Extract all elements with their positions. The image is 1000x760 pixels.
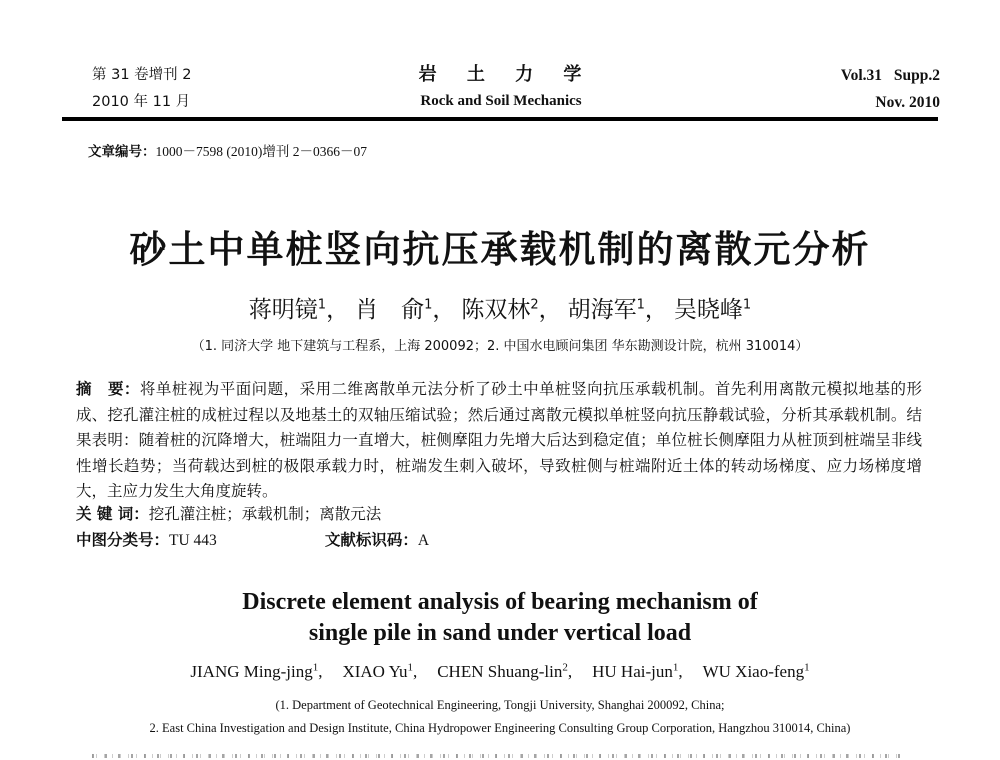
classification-line bbox=[76, 528, 429, 550]
article-number-value: 1000－7598 (2010)增刊 2－0366－07 bbox=[155, 144, 367, 159]
volume-issue-cn: 第 31 卷增刊 2 bbox=[92, 67, 192, 83]
date-cn: 2010 年 11 月 bbox=[92, 94, 191, 110]
clc-label: 中图分类号： bbox=[76, 531, 170, 549]
affiliation-en-line2: 2. East China Investigation and Design Institute, China Hydropower Engineering Consulting Group Corporation, Hangzhou 310014, China) bbox=[149, 721, 851, 735]
author-en: HU Hai-jun$^1$, bbox=[592, 661, 683, 681]
author-cn: 胡海军$^1$， bbox=[567, 297, 668, 323]
volume-issue-block bbox=[62, 62, 292, 116]
authors-en bbox=[0, 661, 1000, 682]
paper-title-en-line1: Discrete element analysis of bearing mechanism of bbox=[242, 589, 758, 615]
author-cn: 肖 俞$^1$， bbox=[355, 297, 456, 323]
volume-issue-en-block bbox=[710, 62, 940, 116]
abstract-label: 摘 要： bbox=[76, 380, 140, 398]
journal-title-en: Rock and Soil Mechanics bbox=[420, 93, 582, 109]
date-en: Nov. 2010 bbox=[875, 94, 940, 111]
paper-title-en-line2: single pile in sand under vertical load bbox=[308, 620, 692, 646]
author-en: JIANG Ming-jing$^1$, bbox=[190, 661, 323, 681]
authors-cn bbox=[0, 291, 1000, 324]
author-cn: 吴晓峰$^1$ bbox=[673, 297, 752, 323]
journal-masthead bbox=[62, 62, 940, 116]
author-en: CHEN Shuang-lin$^2$, bbox=[437, 661, 573, 681]
author-en: WU Xiao-feng$^1$ bbox=[702, 661, 810, 681]
author-cn: 陈双林$^2$， bbox=[461, 297, 562, 323]
article-number-line bbox=[88, 140, 367, 160]
journal-title-block bbox=[292, 62, 710, 114]
author-en: XIAO Yu$^1$, bbox=[342, 661, 418, 681]
affiliation-en-line1: (1. Department of Geotechnical Engineering, Tongji University, Shanghai 200092, China; bbox=[275, 698, 725, 712]
paper-title-cn: 砂土中单桩竖向抗压承载机制的离散元分析 bbox=[129, 228, 871, 271]
keywords-label: 关 键 词： bbox=[76, 505, 149, 523]
author-cn: 蒋明镜$^1$， bbox=[248, 297, 350, 323]
masthead-divider-rule bbox=[62, 117, 938, 121]
document-code-label: 文献标识码： bbox=[324, 531, 418, 549]
keywords-line bbox=[76, 502, 381, 524]
clipped-text-line bbox=[92, 754, 904, 758]
abstract-cn bbox=[76, 377, 922, 505]
abstract-text: 将单桩视为平面问题，采用二维离散单元法分析了砂土中单桩竖向抗压承载机制。首先利用离散元模拟地基的形成、挖孔灌注桩的成桩过程以及地基土的双轴压缩试验；然后通过离散元模拟单桩竖向抗压静载试验，分析其承载机制。结果表明：随着桩的沉降增大，桩端阻力一直增大，桩侧摩阻力先增大后达到稳定值；单位桩长侧摩阻力从桩顶到桩端呈非线性增长趋势；当荷载达到桩的极限承载力时，桩端发生刺入破坏，导致桩侧与桩端附近土体的转动场梯度、应力场梯度增大，主应力发生大角度旋转。 bbox=[76, 380, 922, 500]
article-number-label: 文章编号： bbox=[88, 144, 156, 160]
affiliation-en bbox=[0, 694, 1000, 740]
affiliation-cn: （1. 同济大学 地下建筑与工程系，上海 200092；2. 中国水电顾问集团 华东勘测设计院，杭州 310014） bbox=[191, 339, 809, 354]
paper-title-en bbox=[0, 587, 1000, 649]
journal-title-cn: 岩 土 力 学 bbox=[418, 64, 584, 85]
volume-issue-en: Vol.31 Supp.2 bbox=[840, 67, 940, 84]
keywords-text: 挖孔灌注桩；承载机制；离散元法 bbox=[148, 505, 382, 523]
clc-value: TU 443 bbox=[169, 532, 217, 549]
document-code-value: A bbox=[417, 532, 430, 549]
